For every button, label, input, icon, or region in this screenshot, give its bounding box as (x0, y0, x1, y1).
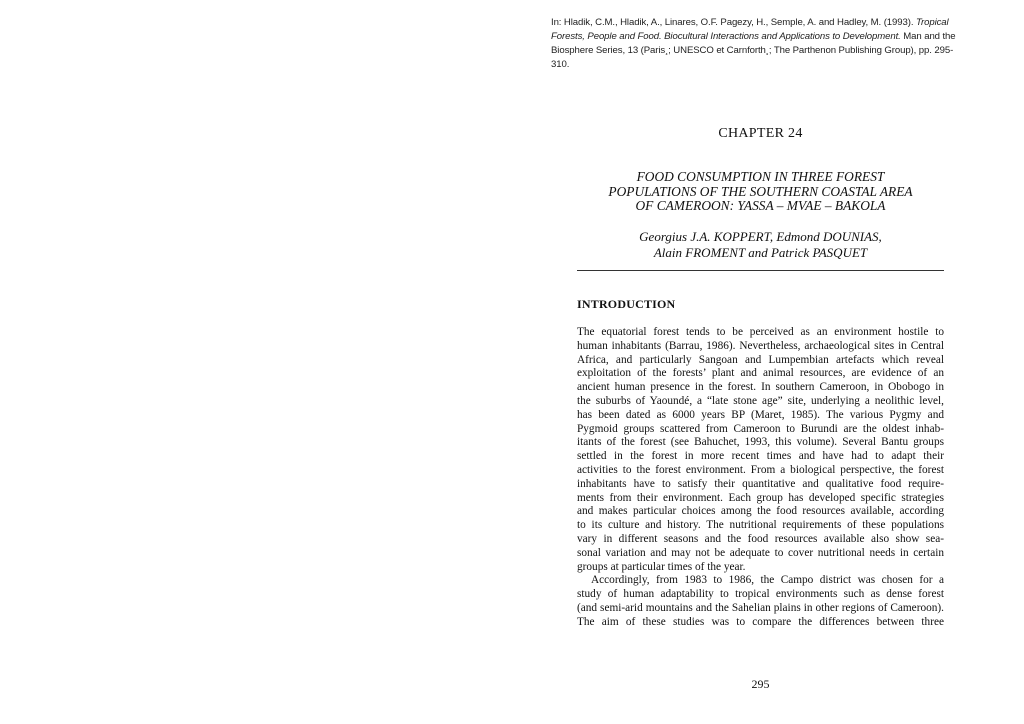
body-line: and makes particular choices among the food resources available, according (577, 505, 944, 518)
body-line: The aim of these studies was to compare the differences between three (577, 615, 944, 628)
body-line: groups at particular times of the year. (577, 560, 746, 573)
body-line: to its culture and history. The nutritional requirements of these populations (577, 519, 944, 532)
body-line: ments from their environment. Each group has developed specific strategies (577, 491, 944, 504)
chapter-title (577, 170, 944, 214)
body-line: ancient human presence in the forest. In southern Cameroon, in Obobogo in (577, 381, 944, 394)
title-divider (577, 270, 944, 271)
body-line: (and semi-arid mountains and the Sahelian plains in other regions of Cameroon). (577, 601, 944, 614)
body-line: exploitation of the forests’ plant and animal resources, are evidence of an (577, 367, 944, 380)
body-line: sonal variation and may not be adequate to cover nutritional needs in certain (577, 546, 944, 559)
body-paragraphs (577, 326, 944, 630)
body-line: activities to the forest environment. From a biological perspective, the forest (577, 463, 944, 476)
citation-suffix: Man and the Biosphere Series, 13 (Paris¸; UNESCO et Carnforth¸; The Parthenon Publishing Group), pp. 295-310. (551, 31, 956, 70)
author-list (577, 229, 944, 260)
citation-book-title: Tropical Forests, People and Food. Biocultural Interactions and Applications to Development. (551, 17, 949, 42)
body-line: Accordingly, from 1983 to 1986, the Campo district was chosen for a (591, 574, 944, 587)
body-line: has been dated as 6000 years BP (Maret, 1985). The various Pygmy and (577, 408, 944, 421)
body-line: the suburbs of Yaoundé, a “late stone age” site, underlying a neolithic level, (577, 394, 944, 407)
body-line: human inhabitants (Barrau, 1986). Nevertheless, archaeological sites in Central (577, 339, 944, 352)
body-line: itants of the forest (see Bahuchet, 1993, this volume). Several Bantu groups (577, 436, 944, 449)
body-line: inhabitants have to satisfy their quantitative and qualitative food require- (577, 477, 944, 490)
body-line: Pygmoid groups scattered from Cameroon to Burundi are the oldest inhab- (577, 422, 944, 435)
page-number: 295 (751, 677, 770, 691)
title-line: POPULATIONS OF THE SOUTHERN COASTAL AREA (608, 183, 913, 199)
chapter-label: CHAPTER 24 (718, 126, 803, 141)
body-line: The equatorial forest tends to be perceived as an environment hostile to (577, 326, 944, 338)
body-line: study of human adaptability to tropical environments such as dense forest (577, 588, 944, 601)
author-line: Georgius J.A. KOPPERT, Edmond DOUNIAS, (639, 229, 882, 244)
citation-header (551, 16, 971, 72)
citation-prefix: In: Hladik, C.M., Hladik, A., Linares, O.F. Pagezy, H., Semple, A. and Hadley, M. (1993). (551, 17, 916, 28)
section-heading: INTRODUCTION (577, 297, 676, 311)
body-line: vary in different seasons and the food resources available also show sea- (577, 532, 944, 545)
body-line: Africa, and particularly Sangoan and Lumpembian artefacts which reveal (577, 353, 944, 366)
title-line: FOOD CONSUMPTION IN THREE FOREST (636, 169, 885, 184)
author-line: Alain FROMENT and Patrick PASQUET (653, 244, 868, 260)
body-line: settled in the forest in more recent times and have had to adapt their (577, 450, 944, 463)
title-line: OF CAMEROON: YASSA – MVAE – BAKOLA (635, 198, 886, 213)
